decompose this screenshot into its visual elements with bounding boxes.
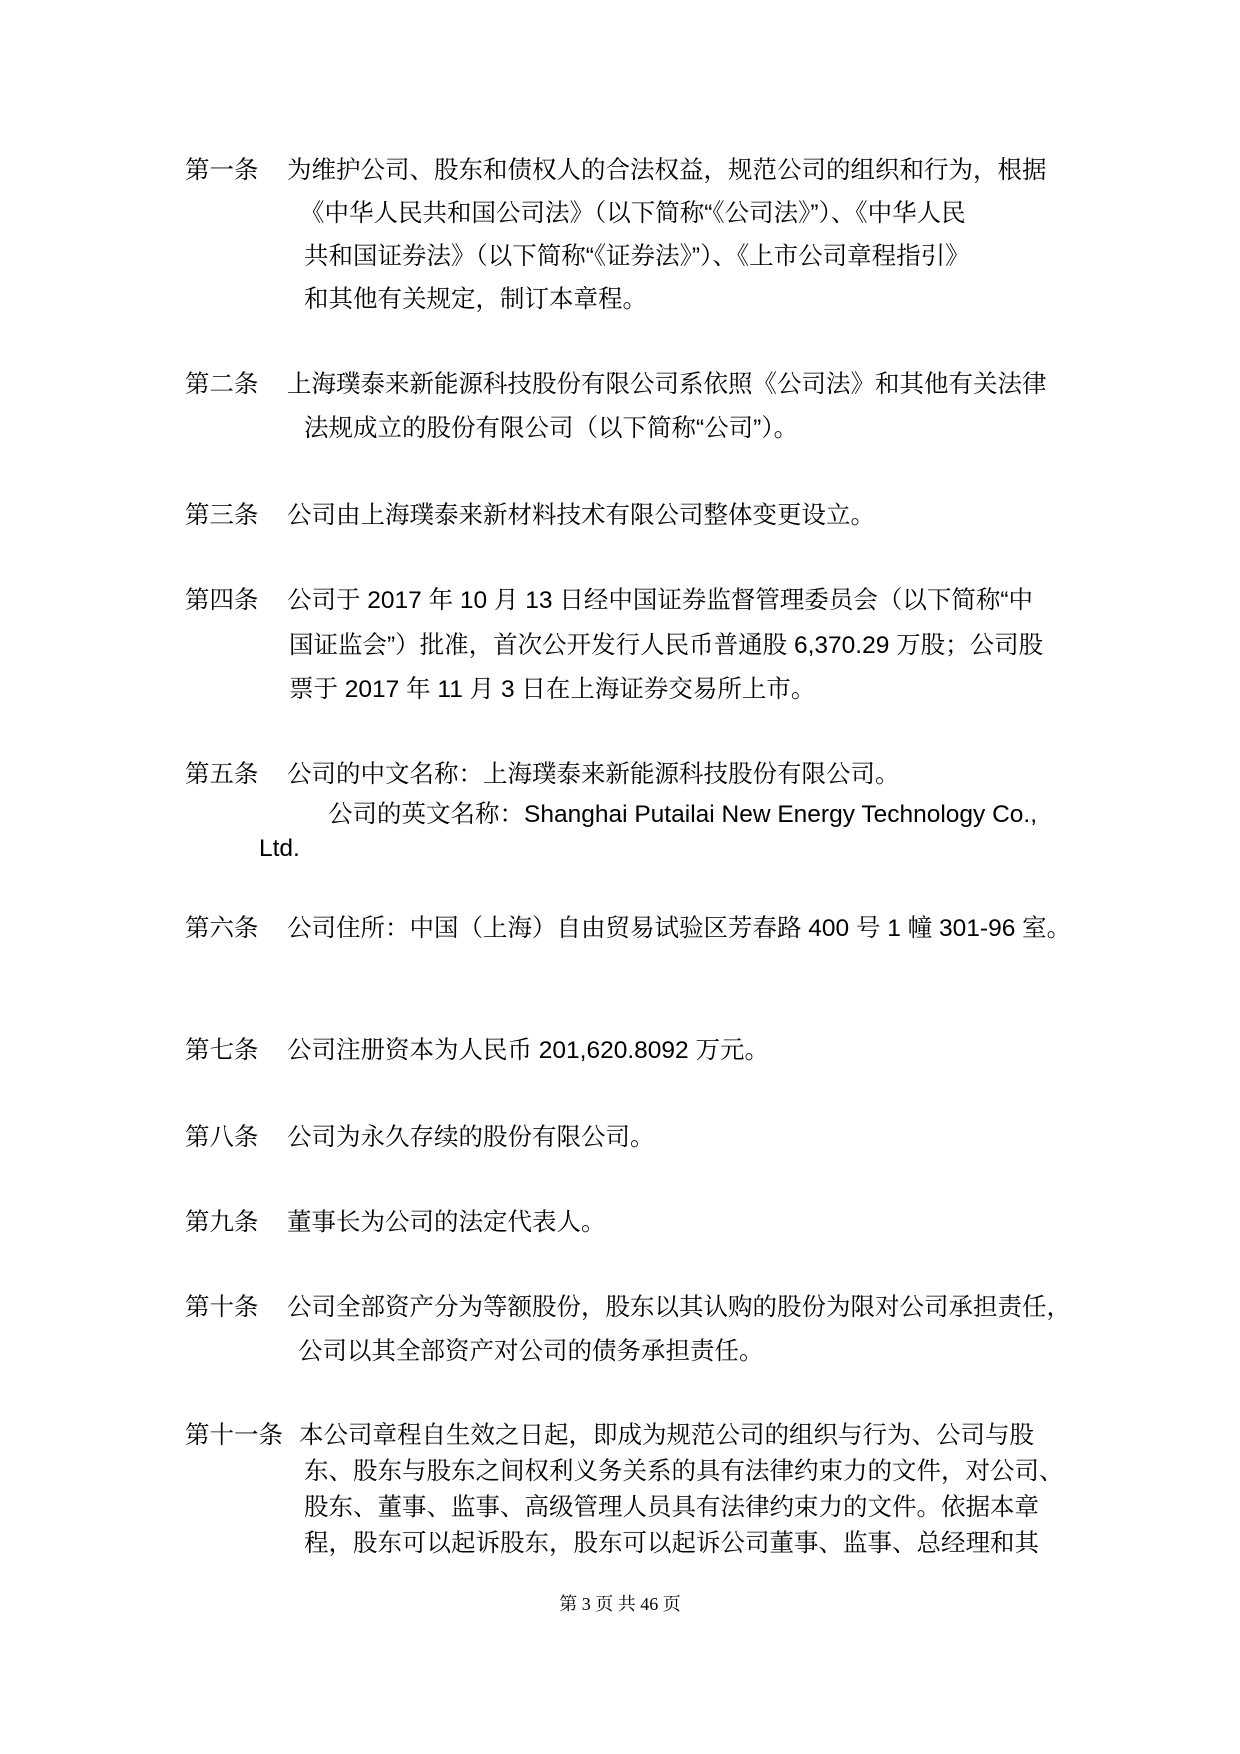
article-text: 票于 2017 年 11 月 3 日在上海证券交易所上市。 [289,676,816,703]
article-text: 和其他有关规定，制订本章程。 [304,286,647,313]
article-label: 第四条 [185,587,259,614]
article-label: 第九条 [185,1209,259,1236]
article-label: 第六条 [185,915,259,942]
article-text: 公司由上海璞泰来新材料技术有限公司整体变更设立。 [287,502,875,529]
article-label: 第五条 [185,761,259,788]
article-text: 公司于 2017 年 10 月 13 日经中国证券监督管理委员会（以下简称“中 [287,587,1034,614]
article-label: 第十一条 [185,1422,283,1449]
article-label: 第八条 [185,1124,259,1151]
article-text: 东、股东与股东之间权利义务关系的具有法律约束力的文件，对公司、 [304,1458,1064,1485]
article-text: 公司为永久存续的股份有限公司。 [287,1124,655,1151]
article-label: 第一条 [185,157,259,184]
article-text: 法规成立的股份有限公司（以下简称“公司”）。 [304,415,799,442]
page-number-footer: 第 3 页 共 46 页 [559,1594,681,1614]
article-text: 公司以其全部资产对公司的债务承担责任。 [298,1338,764,1365]
article-text: 上海璞泰来新能源科技股份有限公司系依照《公司法》和其他有关法律 [287,371,1047,398]
article-text: 公司注册资本为人民币 201,620.8092 万元。 [287,1037,769,1064]
article-text: 公司的英文名称：Shanghai Putailai New Energy Technology Co., [328,801,1038,828]
article-label: 第三条 [185,502,259,529]
article-text: Ltd. [259,835,300,862]
article-label: 第七条 [185,1037,259,1064]
article-text: 共和国证券法》（以下简称“《证券法》”）、《上市公司章程指引》 [304,243,970,270]
article-label: 第二条 [185,371,259,398]
article-text: 公司住所：中国（上海）自由贸易试验区芳春路 400 号 1 幢 301-96 室。 [287,915,1072,942]
article-text: 公司的中文名称：上海璞泰来新能源科技股份有限公司。 [287,761,900,788]
article-text: 为维护公司、股东和债权人的合法权益，规范公司的组织和行为，根据 [287,157,1047,184]
article-text: 《中华人民共和国公司法》（以下简称“《公司法》”）、《中华人民 [300,200,966,227]
article-text: 本公司章程自生效之日起，即成为规范公司的组织与行为、公司与股 [299,1422,1034,1449]
article-text: 公司全部资产分为等额股份，股东以其认购的股份为限对公司承担责任， [287,1294,1071,1321]
article-text: 国证监会”）批准，首次公开发行人民币普通股 6,370.29 万股；公司股 [289,632,1044,659]
article-text: 程，股东可以起诉股东，股东可以起诉公司董事、监事、总经理和其 [304,1530,1039,1557]
article-text: 董事长为公司的法定代表人。 [287,1209,606,1236]
article-label: 第十条 [185,1294,259,1321]
article-text: 股东、董事、监事、高级管理人员具有法律约束力的文件。依据本章 [304,1494,1039,1521]
